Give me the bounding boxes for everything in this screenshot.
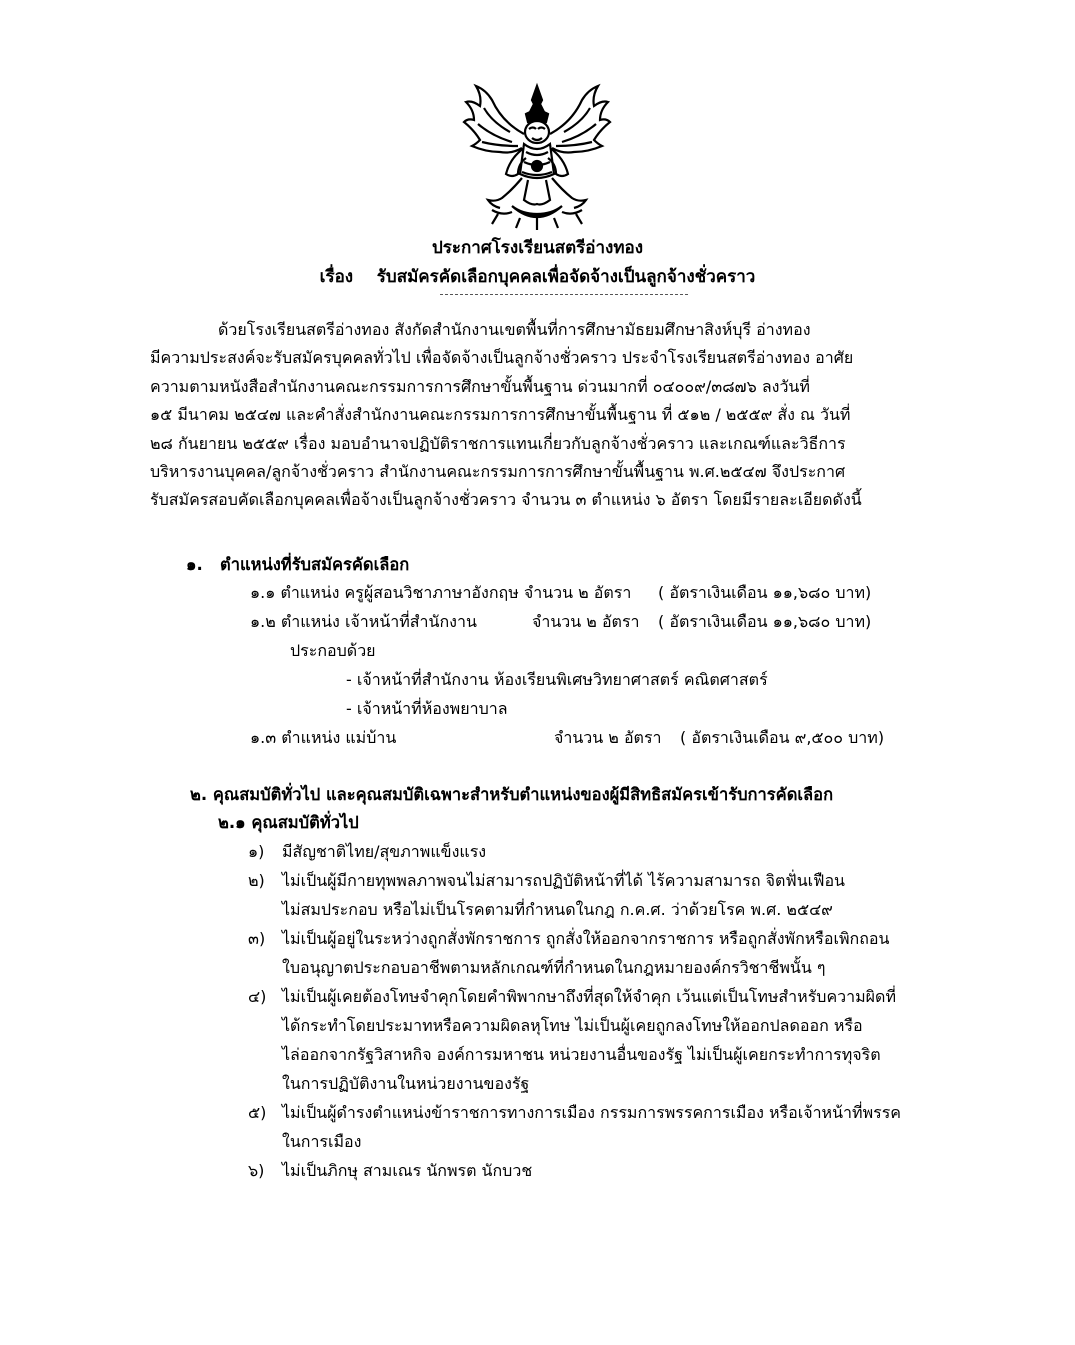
intro-line: บริหารงานบุคคล/ลูกจ้างชั่วคราว สำนักงานคณะกรรมการการศึกษาขั้นพื้นฐาน พ.ศ.๒๕๔๗ จึงประกาศ [150,461,846,481]
sub-item-text: - เจ้าหน้าที่สำนักงาน ห้องเรียนพิเศษวิทยาศาสตร์ คณิตศาสตร์ [346,670,768,689]
intro-line: ๑๕ มีนาคม ๒๕๔๗ และคำสั่งสำนักงานคณะกรรมการการศึกษาขั้นพื้นฐาน ที่ ๕๑๒ / ๒๕๕๙ สั่ง ณ วันที่ [150,405,851,425]
item-number: ๒) [248,871,265,890]
sub-item [346,696,508,722]
qualification-line [282,1013,863,1039]
item-number: ๑) [248,842,265,861]
item-number: ๕) [248,1103,267,1122]
qualification-line [282,868,845,894]
subject-label: เรื่อง [319,267,354,287]
qualification-line [282,897,833,923]
position-item-2 [250,609,477,635]
qualification-line [282,1100,901,1126]
item-text: ได้กระทำโดยประมาทหรือความผิดลหุโทษ ไม่เป็นผู้เคยถูกลงโทษให้ออกปลดออก หรือ [282,1016,863,1035]
consists-of-text: ประกอบด้วย [290,641,376,660]
announcement-title: ประกาศโรงเรียนสตรีอ่างทอง [431,238,644,258]
item-text: ในการปฏิบัติงานในหน่วยงานของรัฐ [282,1074,530,1093]
intro-line: ด้วยโรงเรียนสตรีอ่างทอง สังกัดสำนักงานเขตพื้นที่การศึกษามัธยมศึกษาสิงห์บุรี อ่างทอง [218,320,811,339]
section1-number: ๑. [186,555,203,574]
sub-item [346,667,768,693]
page-title [0,234,1075,261]
qualification-line [282,1158,532,1184]
section1-heading [186,552,409,578]
title-separator [440,294,688,296]
position-salary: ( อัตราเงินเดือน ๑๑,๖๘๐ บาท) [658,612,872,631]
intro-line: รับสมัครสอบคัดเลือกบุคคลเพื่อจ้างเป็นลูกจ้างชั่วคราว จำนวน ๓ ตำแหน่ง ๖ อัตรา โดยมีรายละเอียดดังนี้ [150,490,862,510]
qualification-line [282,926,889,952]
item-text: ไล่ออกจากรัฐวิสาหกิจ องค์การมหาชน หน่วยงานอื่นของรัฐ ไม่เป็นผู้เคยกระทำการทุจริต [282,1045,881,1064]
qualification-number [248,984,266,1010]
item-text: ใบอนุญาตประกอบอาชีพตามหลักเกณฑ์ที่กำหนดในกฎหมายองค์กรวิชาชีพนั้น ๆ [282,958,826,977]
qualification-number [248,1158,264,1184]
item-number: ๔) [248,987,267,1006]
position-item-3 [250,725,396,751]
position-count: จำนวน ๒ อัตรา [554,728,662,747]
qualification-number [248,926,265,952]
subject-text: รับสมัครคัดเลือกบุคคลเพื่อจัดจ้างเป็นลูกจ้างชั่วคราว [376,267,756,287]
position-count-3 [554,725,662,751]
position-label: ๑.๒ ตำแหน่ง เจ้าหน้าที่สำนักงาน [250,612,477,631]
qualification-number [248,868,265,894]
item-number: ๓) [248,929,266,948]
position-salary: ( อัตราเงินเดือน ๙,๕๐๐ บาท) [680,728,885,747]
qualification-line [282,1129,361,1155]
intro-line: มีความประสงค์จะรับสมัครบุคคลทั่วไป เพื่อจัดจ้างเป็นลูกจ้างชั่วคราว ประจำโรงเรียนสตรีอ่างทอง อาศัย [150,348,854,368]
item-text: ไม่เป็นภิกษุ สามเณร นักพรต นักบวช [282,1161,533,1180]
sub-item-text: - เจ้าหน้าที่ห้องพยาบาล [346,699,508,718]
section2-heading [190,782,833,808]
qualification-line [282,839,486,865]
section2-subheading [218,810,359,836]
item-text: ในการเมือง [282,1132,362,1151]
qualification-line [282,955,825,981]
item-number: ๖) [248,1161,265,1180]
position-count-2 [532,609,640,635]
item-text: ไม่เป็นผู้อยู่ในระหว่างถูกสั่งพักราชการ ถูกสั่งให้ออกจากราชการ หรือถูกสั่งพักหรือเพิกถอน [282,929,890,948]
qualification-line [282,1042,881,1068]
position-label: ๑.๓ ตำแหน่ง แม่บ้าน [250,728,397,747]
position-salary-2 [658,609,871,635]
subject-line [0,263,1075,290]
item-text: ไม่เป็นผู้มีกายทุพพลภาพจนไม่สามารถปฏิบัติหน้าที่ได้ ไร้ความสามารถ จิตฟั่นเฟือน [282,871,845,890]
position-count: จำนวน ๒ อัตรา [532,612,640,631]
intro-paragraph [150,316,970,515]
qualification-number [248,839,264,865]
intro-line: ความตามหนังสือสำนักงานคณะกรรมการการศึกษาขั้นพื้นฐาน ด่วนมากที่ ๐๔๐๐๙/๓๘๗๖ ลงวันที่ [150,376,810,396]
qualification-number [248,1100,266,1126]
intro-line: ๒๘ กันยายน ๒๕๕๙ เรื่อง มอบอำนาจปฏิบัติราชการแทนเกี่ยวกับลูกจ้างชั่วคราว และเกณฑ์และวิธีการ [150,433,846,453]
position-label: ๑.๑ ตำแหน่ง ครูผู้สอนวิชาภาษาอังกฤษ จำนวน ๒ อัตรา [250,583,632,602]
item-text: ไม่เป็นผู้เคยต้องโทษจำคุกโดยคำพิพากษาถึงที่สุดให้จำคุก เว้นแต่เป็นโทษสำหรับความผิดที่ [282,987,896,1006]
section2-title: ๒. คุณสมบัติทั่วไป และคุณสมบัติเฉพาะสำหรับตำแหน่งของผู้มีสิทธิสมัครเข้ารับการคัดเลือก [190,785,834,804]
item-text: มีสัญชาติไทย/สุขภาพแข็งแรง [282,842,487,861]
position-salary-1 [658,580,871,606]
position-salary-3 [680,725,884,751]
item-text: ไม่เป็นผู้ดำรงตำแหน่งข้าราชการทางการเมือง กรรมการพรรคการเมือง หรือเจ้าหน้าที่พรรค [282,1103,901,1122]
garuda-emblem-icon [462,82,612,232]
qualification-line [282,1071,529,1097]
position-item-1 [250,580,631,606]
position-salary: ( อัตราเงินเดือน ๑๑,๖๘๐ บาท) [658,583,872,602]
section2-subtitle: ๒.๑ คุณสมบัติทั่วไป [218,813,359,832]
consists-of-label [290,638,376,664]
qualification-line [282,984,896,1010]
section1-title: ตำแหน่งที่รับสมัครคัดเลือก [219,555,410,574]
item-text: ไม่สมประกอบ หรือไม่เป็นโรคตามที่กำหนดในกฎ ก.ค.ศ. ว่าด้วยโรค พ.ศ. ๒๕๔๙ [282,900,833,919]
